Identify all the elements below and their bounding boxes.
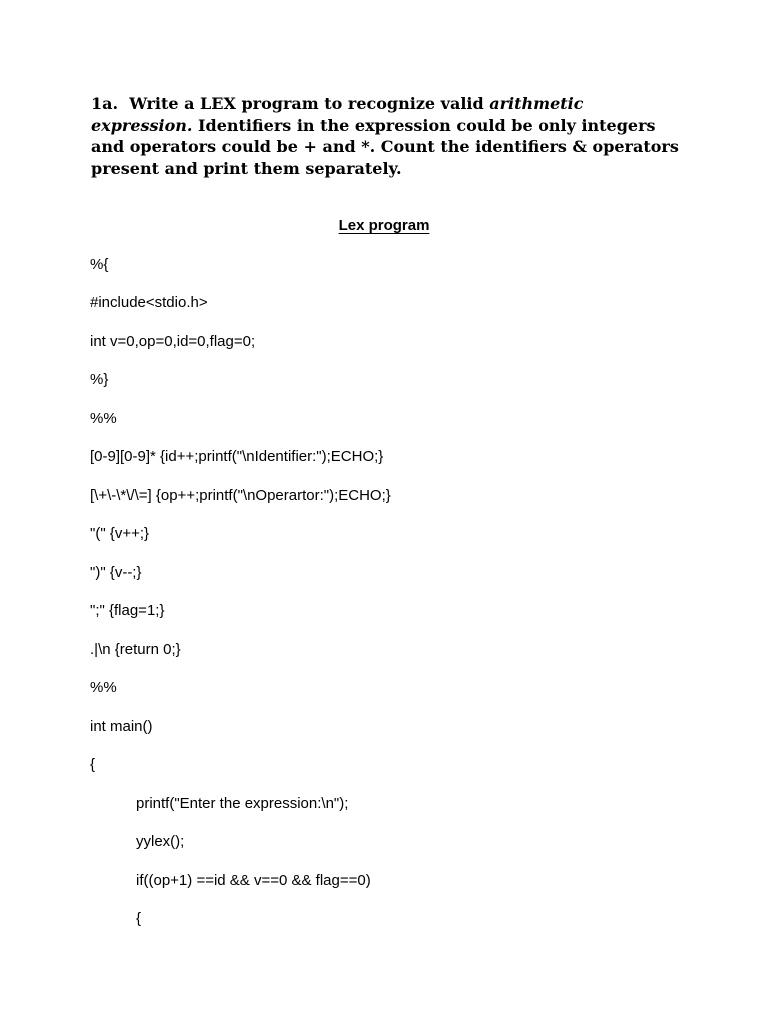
- question-text: [91, 93, 681, 179]
- code-line: {: [136, 910, 142, 927]
- code-line: ";" {flag=1;}: [90, 602, 165, 619]
- code-line: %%: [90, 410, 117, 427]
- code-line: if((op+1) ==id && v==0 && flag==0): [136, 872, 371, 889]
- code-line: .|\n {return 0;}: [90, 641, 181, 658]
- question-part2: Identifiers in the expression could be only integers and operators could be + and *. Count the identifiers & operators present and print them separately.: [91, 115, 679, 178]
- code-line: {: [90, 756, 96, 773]
- section-heading: Lex program: [338, 217, 430, 234]
- code-line: ")" {v--;}: [90, 564, 142, 581]
- question-number: 1a.: [91, 94, 119, 113]
- code-line: %%: [90, 679, 117, 696]
- question-part1: Write a LEX program to recognize valid: [129, 94, 490, 113]
- code-line: %{: [90, 256, 109, 273]
- code-line: "(" {v++;}: [90, 525, 150, 542]
- code-line: int main(): [90, 718, 153, 735]
- code-line: [\+\-\*\/\=] {op++;printf("\nOperartor:");ECHO;}: [90, 487, 391, 504]
- code-line: %}: [90, 371, 109, 388]
- question-italic: arithmetic expression.: [91, 94, 584, 135]
- code-line: yylex();: [136, 833, 185, 850]
- code-line: [0-9][0-9]* {id++;printf("\nIdentifier:");ECHO;}: [90, 448, 384, 465]
- code-line: printf("Enter the expression:\n");: [136, 795, 349, 812]
- code-line: #include<stdio.h>: [90, 294, 208, 311]
- code-line: int v=0,op=0,id=0,flag=0;: [90, 333, 256, 350]
